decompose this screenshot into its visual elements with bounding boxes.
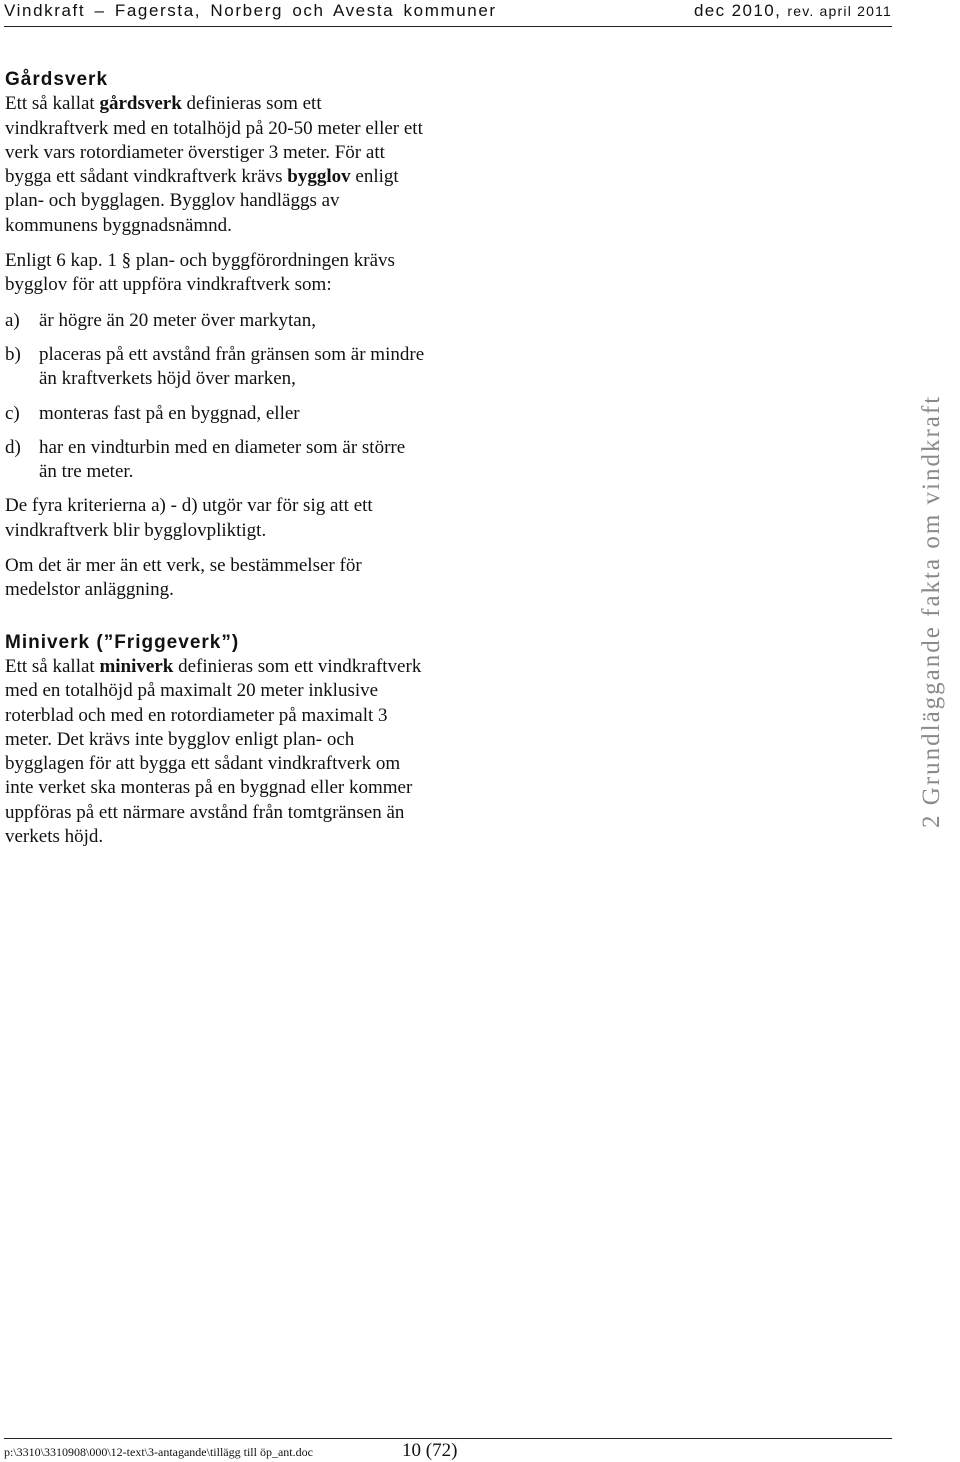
term-bygglov: bygglov: [287, 166, 351, 188]
criteria-list: [5, 309, 425, 485]
criterion-item: [5, 309, 425, 333]
criterion-text: monteras fast på en byggnad, eller: [39, 402, 300, 424]
paragraph-regulation: Enligt 6 kap. 1 § plan- och byggförordningen krävs bygglov för att uppföra vindkraftverk som:: [5, 250, 395, 296]
paragraph-criteria-summary: De fyra kriterierna a) - d) utgör var för sig att ett vindkraftverk blir bygglovpliktigt.: [5, 495, 373, 541]
criterion-label: c): [5, 402, 20, 424]
heading-miniverk: Miniverk (”Friggeverk”): [5, 631, 240, 653]
criterion-label: a): [5, 309, 20, 331]
criterion-item: [5, 436, 425, 485]
document-title: Vindkraft – Fagersta, Norberg och Avesta kommuner: [4, 1, 497, 20]
criterion-item: [5, 343, 425, 392]
term-miniverk: miniverk: [99, 655, 174, 677]
revision-text: rev. april 2011: [787, 3, 892, 19]
criterion-label: b): [5, 343, 21, 365]
criterion-text: har en vindturbin med en diameter som är större än tre meter.: [39, 436, 406, 483]
page-header: [4, 0, 892, 27]
criterion-text: är högre än 20 meter över markytan,: [39, 309, 316, 331]
heading-gardsverk: Gårdsverk: [5, 69, 109, 90]
paragraph-miniverk-definition: Ett så kallat miniverk definieras som ett vindkraftverk med en totalhöjd på maximalt 20 meter inklusive roterblad och med en rotordiameter på maximalt 3 meter. Det krävs inte bygglov enligt plan- och bygglagen för att bygga ett sådant vindkraftverk om inte verket ska monteras på en byggnad eller kommer uppföras på ett närmare avstånd från tomtgränsen än verkets höjd.: [5, 655, 422, 848]
criterion-item: [5, 402, 425, 426]
criterion-text: placeras på ett avstånd från gränsen som är mindre än kraftverkets höjd över marken,: [39, 343, 425, 390]
file-path: p:\3310\3310908\000\12-text\3-antagande\tillägg till öp_ant.doc: [4, 1445, 313, 1459]
main-content: [5, 68, 425, 860]
document-date: [694, 1, 892, 21]
date-text: dec 2010,: [693, 1, 782, 20]
page-footer: [4, 1438, 892, 1461]
paragraph-medium-plant: Om det är mer än ett verk, se bestämmelser för medelstor anläggning.: [5, 555, 362, 601]
term-gardsverk: gårdsverk: [99, 93, 182, 115]
chapter-sidebar: 2 Grundläggande fakta om vindkraft: [918, 394, 945, 828]
page-number: 10 (72): [402, 1440, 458, 1461]
criterion-label: d): [5, 436, 21, 458]
paragraph-gardsverk-definition: Ett så kallat gårdsverk definieras som ett vindkraftverk med en totalhöjd på 20-50 meter eller ett verk vars rotordiameter överstiger 3 meter. För att bygga ett sådant vindkraftverk krävs bygglov enligt plan- och bygglagen. Bygglov handläggs av kommunens byggnadsnämnd.: [5, 93, 423, 236]
